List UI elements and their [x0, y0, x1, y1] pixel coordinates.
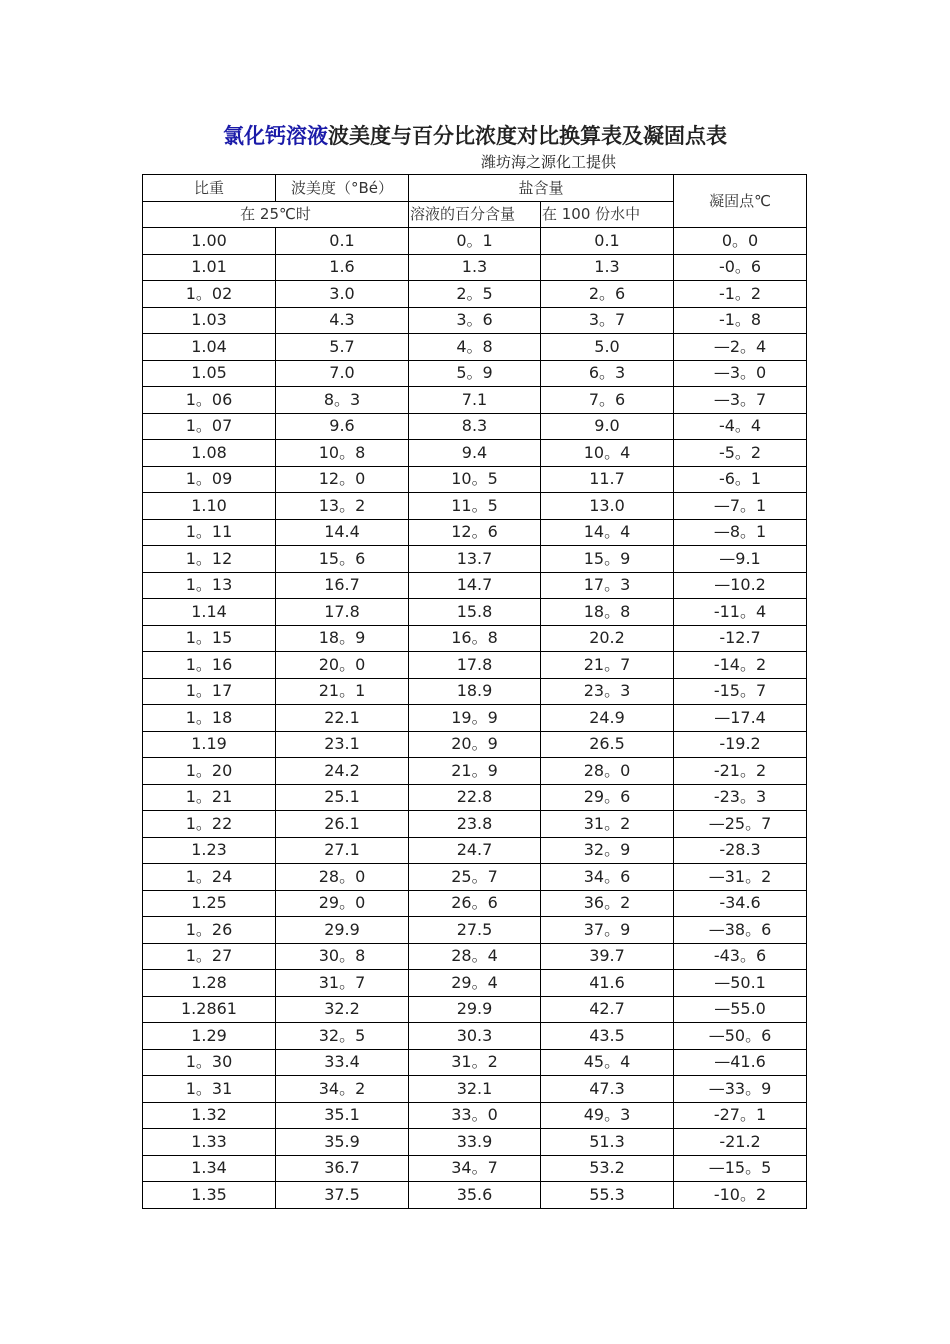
specific-gravity-cell: 1。27: [143, 943, 276, 970]
baume-cell: 7.0: [276, 360, 409, 387]
per-100-water-cell: 43.5: [541, 1023, 674, 1050]
freezing-point-cell: -1。2: [674, 281, 807, 308]
table-row: [143, 917, 807, 944]
table-row: [143, 466, 807, 493]
per-100-water-cell: 7。6: [541, 387, 674, 414]
table-row: [143, 731, 807, 758]
header-temperature-note: 在 25℃时: [143, 201, 409, 228]
per-100-water-cell: 5.0: [541, 334, 674, 361]
freezing-point-cell: —15。5: [674, 1155, 807, 1182]
baume-cell: 15。6: [276, 546, 409, 573]
freezing-point-cell: -27。1: [674, 1102, 807, 1129]
table-row: [143, 970, 807, 997]
freezing-point-cell: —8。1: [674, 519, 807, 546]
percent-solution-cell: 23.8: [409, 811, 541, 838]
specific-gravity-cell: 1。09: [143, 466, 276, 493]
freezing-point-cell: -21.2: [674, 1129, 807, 1156]
per-100-water-cell: 11.7: [541, 466, 674, 493]
specific-gravity-cell: 1。06: [143, 387, 276, 414]
baume-cell: 37.5: [276, 1182, 409, 1209]
freezing-point-cell: —2。4: [674, 334, 807, 361]
baume-cell: 28。0: [276, 864, 409, 891]
table-row: [143, 1049, 807, 1076]
freezing-point-cell: -10。2: [674, 1182, 807, 1209]
freezing-point-cell: 0。0: [674, 228, 807, 255]
percent-solution-cell: 33.9: [409, 1129, 541, 1156]
table-row: [143, 811, 807, 838]
per-100-water-cell: 28。0: [541, 758, 674, 785]
header-freezing-point: 凝固点℃: [674, 175, 807, 228]
freezing-point-cell: —3。0: [674, 360, 807, 387]
percent-solution-cell: 1.3: [409, 254, 541, 281]
table-row: [143, 864, 807, 891]
header-specific-gravity: 比重: [143, 175, 276, 202]
table-row: [143, 758, 807, 785]
table-row: [143, 599, 807, 626]
table-row: [143, 1102, 807, 1129]
table-row: [143, 1182, 807, 1209]
baume-cell: 32.2: [276, 996, 409, 1023]
percent-solution-cell: 12。6: [409, 519, 541, 546]
specific-gravity-cell: 1.01: [143, 254, 276, 281]
per-100-water-cell: 55.3: [541, 1182, 674, 1209]
specific-gravity-cell: 1。12: [143, 546, 276, 573]
title-highlight: 氯化钙溶液: [223, 124, 328, 148]
baume-cell: 26.1: [276, 811, 409, 838]
document-title: [0, 121, 950, 151]
baume-cell: 5.7: [276, 334, 409, 361]
specific-gravity-cell: 1。17: [143, 678, 276, 705]
table-row: [143, 493, 807, 520]
per-100-water-cell: 37。9: [541, 917, 674, 944]
table-row: [143, 890, 807, 917]
percent-solution-cell: 33。0: [409, 1102, 541, 1129]
percent-solution-cell: 31。2: [409, 1049, 541, 1076]
table-row: [143, 519, 807, 546]
percent-solution-cell: 11。5: [409, 493, 541, 520]
table-row: [143, 254, 807, 281]
percent-solution-cell: 16。8: [409, 625, 541, 652]
freezing-point-cell: —50。6: [674, 1023, 807, 1050]
percent-solution-cell: 15.8: [409, 599, 541, 626]
per-100-water-cell: 18。8: [541, 599, 674, 626]
freezing-point-cell: —38。6: [674, 917, 807, 944]
baume-cell: 29.9: [276, 917, 409, 944]
per-100-water-cell: 24.9: [541, 705, 674, 732]
percent-solution-cell: 20。9: [409, 731, 541, 758]
percent-solution-cell: 28。4: [409, 943, 541, 970]
table-row: [143, 334, 807, 361]
specific-gravity-cell: 1.03: [143, 307, 276, 334]
specific-gravity-cell: 1。20: [143, 758, 276, 785]
percent-solution-cell: 26。6: [409, 890, 541, 917]
baume-cell: 33.4: [276, 1049, 409, 1076]
header-per-100-water: 在 100 份水中: [541, 201, 674, 228]
freezing-point-cell: -15。7: [674, 678, 807, 705]
specific-gravity-cell: 1。30: [143, 1049, 276, 1076]
specific-gravity-cell: 1。13: [143, 572, 276, 599]
percent-solution-cell: 5。9: [409, 360, 541, 387]
per-100-water-cell: 9.0: [541, 413, 674, 440]
table-row: [143, 943, 807, 970]
freezing-point-cell: -4。4: [674, 413, 807, 440]
table-row: [143, 1155, 807, 1182]
specific-gravity-cell: 1.00: [143, 228, 276, 255]
percent-solution-cell: 0。1: [409, 228, 541, 255]
percent-solution-cell: 3。6: [409, 307, 541, 334]
table-body: [143, 228, 807, 1209]
per-100-water-cell: 3。7: [541, 307, 674, 334]
baume-cell: 30。8: [276, 943, 409, 970]
per-100-water-cell: 29。6: [541, 784, 674, 811]
specific-gravity-cell: 1.25: [143, 890, 276, 917]
freezing-point-cell: —31。2: [674, 864, 807, 891]
specific-gravity-cell: 1。31: [143, 1076, 276, 1103]
freezing-point-cell: —41.6: [674, 1049, 807, 1076]
percent-solution-cell: 17.8: [409, 652, 541, 679]
per-100-water-cell: 17。3: [541, 572, 674, 599]
freezing-point-cell: -12.7: [674, 625, 807, 652]
baume-cell: 8。3: [276, 387, 409, 414]
header-salt-content: 盐含量: [409, 175, 674, 202]
percent-solution-cell: 29.9: [409, 996, 541, 1023]
percent-solution-cell: 32.1: [409, 1076, 541, 1103]
specific-gravity-cell: 1.08: [143, 440, 276, 467]
table-row: [143, 281, 807, 308]
percent-solution-cell: 30.3: [409, 1023, 541, 1050]
per-100-water-cell: 0.1: [541, 228, 674, 255]
baume-cell: 24.2: [276, 758, 409, 785]
percent-solution-cell: 35.6: [409, 1182, 541, 1209]
table-row: [143, 705, 807, 732]
percent-solution-cell: 13.7: [409, 546, 541, 573]
table-row: [143, 1076, 807, 1103]
specific-gravity-cell: 1。02: [143, 281, 276, 308]
freezing-point-cell: -23。3: [674, 784, 807, 811]
baume-cell: 9.6: [276, 413, 409, 440]
freezing-point-cell: -5。2: [674, 440, 807, 467]
per-100-water-cell: 14。4: [541, 519, 674, 546]
baume-cell: 16.7: [276, 572, 409, 599]
percent-solution-cell: 7.1: [409, 387, 541, 414]
freezing-point-cell: -19.2: [674, 731, 807, 758]
per-100-water-cell: 32。9: [541, 837, 674, 864]
per-100-water-cell: 15。9: [541, 546, 674, 573]
table-row: [143, 996, 807, 1023]
per-100-water-cell: 1.3: [541, 254, 674, 281]
per-100-water-cell: 13.0: [541, 493, 674, 520]
table-row: [143, 307, 807, 334]
per-100-water-cell: 34。6: [541, 864, 674, 891]
per-100-water-cell: 2。6: [541, 281, 674, 308]
table-row: [143, 1129, 807, 1156]
freezing-point-cell: -14。2: [674, 652, 807, 679]
baume-cell: 22.1: [276, 705, 409, 732]
table-row: [143, 387, 807, 414]
percent-solution-cell: 14.7: [409, 572, 541, 599]
per-100-water-cell: 6。3: [541, 360, 674, 387]
baume-cell: 3.0: [276, 281, 409, 308]
percent-solution-cell: 10。5: [409, 466, 541, 493]
percent-solution-cell: 27.5: [409, 917, 541, 944]
specific-gravity-cell: 1。26: [143, 917, 276, 944]
specific-gravity-cell: 1。24: [143, 864, 276, 891]
table-row: [143, 413, 807, 440]
per-100-water-cell: 49。3: [541, 1102, 674, 1129]
freezing-point-cell: -21。2: [674, 758, 807, 785]
header-baume: 波美度（°Bé）: [276, 175, 409, 202]
baume-cell: 1.6: [276, 254, 409, 281]
freezing-point-cell: —33。9: [674, 1076, 807, 1103]
specific-gravity-cell: 1。18: [143, 705, 276, 732]
specific-gravity-cell: 1。07: [143, 413, 276, 440]
freezing-point-cell: —17.4: [674, 705, 807, 732]
percent-solution-cell: 19。9: [409, 705, 541, 732]
table-row: [143, 652, 807, 679]
specific-gravity-cell: 1。21: [143, 784, 276, 811]
baume-cell: 25.1: [276, 784, 409, 811]
specific-gravity-cell: 1.19: [143, 731, 276, 758]
baume-cell: 35.1: [276, 1102, 409, 1129]
percent-solution-cell: 21。9: [409, 758, 541, 785]
freezing-point-cell: -43。6: [674, 943, 807, 970]
baume-cell: 29。0: [276, 890, 409, 917]
table-row: [143, 1023, 807, 1050]
specific-gravity-cell: 1.10: [143, 493, 276, 520]
table-row: [143, 360, 807, 387]
baume-cell: 20。0: [276, 652, 409, 679]
per-100-water-cell: 20.2: [541, 625, 674, 652]
baume-cell: 34。2: [276, 1076, 409, 1103]
baume-cell: 4.3: [276, 307, 409, 334]
header-row-1: [143, 175, 807, 202]
baume-cell: 12。0: [276, 466, 409, 493]
percent-solution-cell: 29。4: [409, 970, 541, 997]
table-row: [143, 228, 807, 255]
table-row: [143, 837, 807, 864]
percent-solution-cell: 34。7: [409, 1155, 541, 1182]
freezing-point-cell: —25。7: [674, 811, 807, 838]
table-row: [143, 572, 807, 599]
per-100-water-cell: 36。2: [541, 890, 674, 917]
header-percent-solution: 溶液的百分含量: [409, 201, 541, 228]
percent-solution-cell: 22.8: [409, 784, 541, 811]
specific-gravity-cell: 1。15: [143, 625, 276, 652]
document-subtitle: 潍坊海之源化工提供: [481, 153, 617, 171]
specific-gravity-cell: 1.05: [143, 360, 276, 387]
freezing-point-cell: —9.1: [674, 546, 807, 573]
baume-cell: 32。5: [276, 1023, 409, 1050]
freezing-point-cell: -1。8: [674, 307, 807, 334]
baume-cell: 23.1: [276, 731, 409, 758]
per-100-water-cell: 41.6: [541, 970, 674, 997]
freezing-point-cell: —55.0: [674, 996, 807, 1023]
per-100-water-cell: 23。3: [541, 678, 674, 705]
baume-cell: 21。1: [276, 678, 409, 705]
baume-cell: 17.8: [276, 599, 409, 626]
per-100-water-cell: 21。7: [541, 652, 674, 679]
specific-gravity-cell: 1.33: [143, 1129, 276, 1156]
percent-solution-cell: 25。7: [409, 864, 541, 891]
specific-gravity-cell: 1.28: [143, 970, 276, 997]
baume-cell: 10。8: [276, 440, 409, 467]
per-100-water-cell: 26.5: [541, 731, 674, 758]
percent-solution-cell: 2。5: [409, 281, 541, 308]
freezing-point-cell: —10.2: [674, 572, 807, 599]
baume-cell: 36.7: [276, 1155, 409, 1182]
percent-solution-cell: 4。8: [409, 334, 541, 361]
specific-gravity-cell: 1.2861: [143, 996, 276, 1023]
per-100-water-cell: 53.2: [541, 1155, 674, 1182]
per-100-water-cell: 42.7: [541, 996, 674, 1023]
table-row: [143, 546, 807, 573]
baume-cell: 18。9: [276, 625, 409, 652]
specific-gravity-cell: 1。16: [143, 652, 276, 679]
percent-solution-cell: 9.4: [409, 440, 541, 467]
percent-solution-cell: 18.9: [409, 678, 541, 705]
per-100-water-cell: 39.7: [541, 943, 674, 970]
specific-gravity-cell: 1.14: [143, 599, 276, 626]
table-row: [143, 625, 807, 652]
freezing-point-cell: -11。4: [674, 599, 807, 626]
freezing-point-cell: -34.6: [674, 890, 807, 917]
baume-cell: 27.1: [276, 837, 409, 864]
per-100-water-cell: 47.3: [541, 1076, 674, 1103]
baume-cell: 14.4: [276, 519, 409, 546]
per-100-water-cell: 45。4: [541, 1049, 674, 1076]
freezing-point-cell: -6。1: [674, 466, 807, 493]
table-row: [143, 678, 807, 705]
specific-gravity-cell: 1.29: [143, 1023, 276, 1050]
specific-gravity-cell: 1.23: [143, 837, 276, 864]
freezing-point-cell: -28.3: [674, 837, 807, 864]
per-100-water-cell: 31。2: [541, 811, 674, 838]
per-100-water-cell: 10。4: [541, 440, 674, 467]
freezing-point-cell: -0。6: [674, 254, 807, 281]
freezing-point-cell: —50.1: [674, 970, 807, 997]
freezing-point-cell: —7。1: [674, 493, 807, 520]
specific-gravity-cell: 1.04: [143, 334, 276, 361]
specific-gravity-cell: 1。11: [143, 519, 276, 546]
baume-cell: 35.9: [276, 1129, 409, 1156]
freezing-point-cell: —3。7: [674, 387, 807, 414]
per-100-water-cell: 51.3: [541, 1129, 674, 1156]
table-row: [143, 440, 807, 467]
table-row: [143, 784, 807, 811]
percent-solution-cell: 24.7: [409, 837, 541, 864]
specific-gravity-cell: 1.34: [143, 1155, 276, 1182]
specific-gravity-cell: 1.32: [143, 1102, 276, 1129]
baume-cell: 13。2: [276, 493, 409, 520]
specific-gravity-cell: 1。22: [143, 811, 276, 838]
percent-solution-cell: 8.3: [409, 413, 541, 440]
baume-cell: 0.1: [276, 228, 409, 255]
specific-gravity-cell: 1.35: [143, 1182, 276, 1209]
baume-cell: 31。7: [276, 970, 409, 997]
title-rest: 波美度与百分比浓度对比换算表及凝固点表: [328, 124, 727, 148]
conversion-table: [142, 174, 807, 1209]
